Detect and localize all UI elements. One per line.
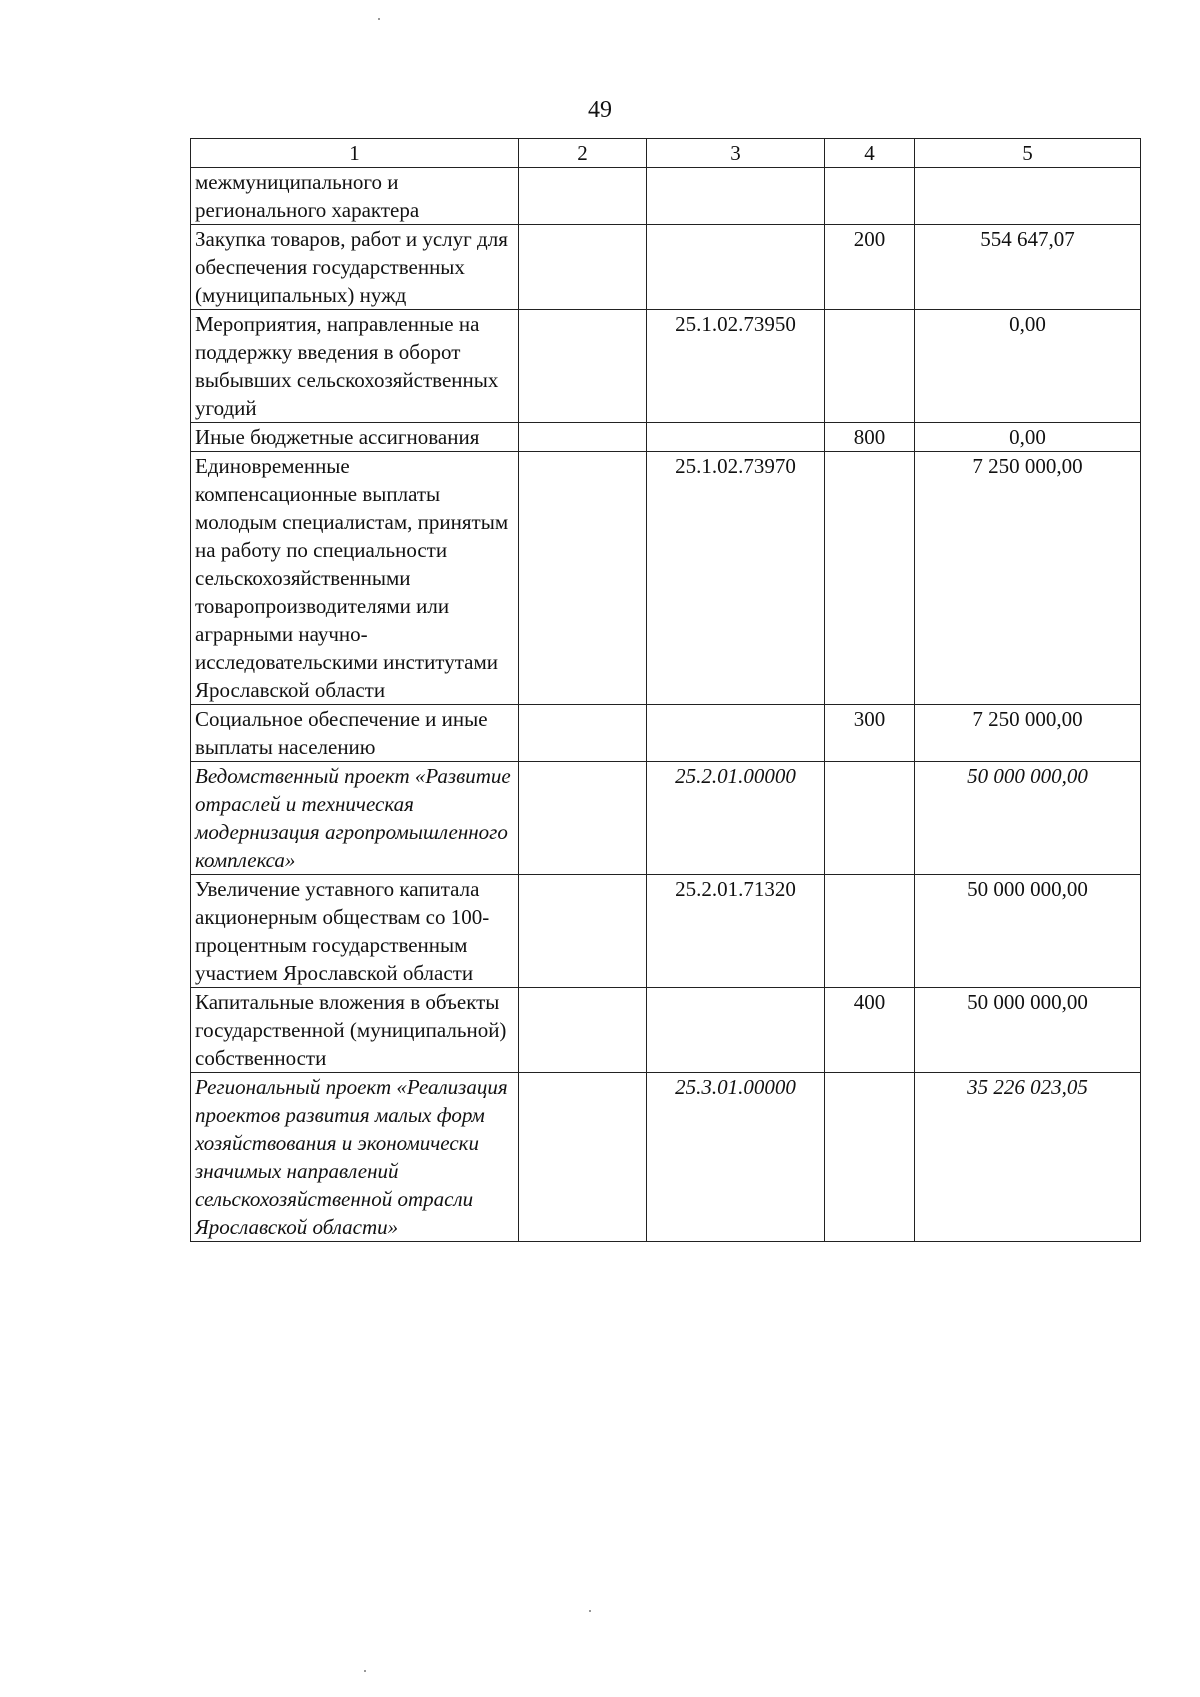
row-code xyxy=(647,423,825,452)
row-col2 xyxy=(519,988,647,1073)
table-row xyxy=(191,762,1141,875)
row-expense-type xyxy=(825,762,915,875)
scan-speck xyxy=(364,1670,366,1672)
row-name: Капитальные вложения в объекты государственной (муниципальной) собственности xyxy=(191,988,519,1073)
row-name: Региональный проект «Реализация проектов развития малых форм хозяйствования и экономически значимых направлений сельскохозяйственной отрасли Ярославской области» xyxy=(191,1073,519,1242)
row-col2 xyxy=(519,423,647,452)
row-col2 xyxy=(519,310,647,423)
row-code: 25.2.01.71320 xyxy=(647,875,825,988)
row-expense-type: 200 xyxy=(825,225,915,310)
row-sum: 7 250 000,00 xyxy=(915,705,1141,762)
row-code: 25.3.01.00000 xyxy=(647,1073,825,1242)
row-code xyxy=(647,225,825,310)
row-code xyxy=(647,988,825,1073)
row-sum xyxy=(915,168,1141,225)
row-sum: 35 226 023,05 xyxy=(915,1073,1141,1242)
row-name: межмуниципального и регионального характера xyxy=(191,168,519,225)
header-cell-2: 2 xyxy=(519,139,647,168)
row-name: Социальное обеспечение и иные выплаты населению xyxy=(191,705,519,762)
row-code: 25.2.01.00000 xyxy=(647,762,825,875)
row-expense-type: 800 xyxy=(825,423,915,452)
table-row xyxy=(191,452,1141,705)
row-name: Мероприятия, направленные на поддержку введения в оборот выбывших сельскохозяйственных угодий xyxy=(191,310,519,423)
row-expense-type xyxy=(825,875,915,988)
table-row xyxy=(191,225,1141,310)
row-name: Иные бюджетные ассигнования xyxy=(191,423,519,452)
row-col2 xyxy=(519,1073,647,1242)
row-code xyxy=(647,705,825,762)
row-expense-type xyxy=(825,452,915,705)
table-header-row xyxy=(191,139,1141,168)
page-number: 49 xyxy=(588,97,612,123)
row-name: Увеличение уставного капитала акционерным обществам со 100-процентным государственным участием Ярославской области xyxy=(191,875,519,988)
header-cell-3: 3 xyxy=(647,139,825,168)
row-col2 xyxy=(519,168,647,225)
table-row xyxy=(191,1073,1141,1242)
row-expense-type xyxy=(825,1073,915,1242)
row-sum: 0,00 xyxy=(915,310,1141,423)
row-sum: 0,00 xyxy=(915,423,1141,452)
row-sum: 554 647,07 xyxy=(915,225,1141,310)
row-name: Единовременные компенсационные выплаты молодым специалистам, принятым на работу по специальности сельскохозяйственными товаропроизводителями или аграрными научно-исследовательскими институтами Ярославской области xyxy=(191,452,519,705)
scan-speck xyxy=(378,18,380,20)
table-row xyxy=(191,423,1141,452)
row-expense-type: 400 xyxy=(825,988,915,1073)
row-code: 25.1.02.73970 xyxy=(647,452,825,705)
row-expense-type: 300 xyxy=(825,705,915,762)
table-row xyxy=(191,168,1141,225)
row-name: Закупка товаров, работ и услуг для обеспечения государственных (муниципальных) нужд xyxy=(191,225,519,310)
row-sum: 50 000 000,00 xyxy=(915,988,1141,1073)
row-col2 xyxy=(519,875,647,988)
row-col2 xyxy=(519,762,647,875)
row-col2 xyxy=(519,705,647,762)
row-sum: 50 000 000,00 xyxy=(915,762,1141,875)
row-code xyxy=(647,168,825,225)
row-code: 25.1.02.73950 xyxy=(647,310,825,423)
header-cell-1: 1 xyxy=(191,139,519,168)
budget-table xyxy=(190,138,1141,1242)
header-cell-5: 5 xyxy=(915,139,1141,168)
row-sum: 7 250 000,00 xyxy=(915,452,1141,705)
table-row xyxy=(191,705,1141,762)
row-sum: 50 000 000,00 xyxy=(915,875,1141,988)
scan-speck xyxy=(589,1610,591,1612)
row-expense-type xyxy=(825,168,915,225)
row-col2 xyxy=(519,452,647,705)
row-expense-type xyxy=(825,310,915,423)
row-name: Ведомственный проект «Развитие отраслей и техническая модернизация агропромышленного комплекса» xyxy=(191,762,519,875)
table-row xyxy=(191,988,1141,1073)
row-col2 xyxy=(519,225,647,310)
table-row xyxy=(191,310,1141,423)
header-cell-4: 4 xyxy=(825,139,915,168)
table-row xyxy=(191,875,1141,988)
